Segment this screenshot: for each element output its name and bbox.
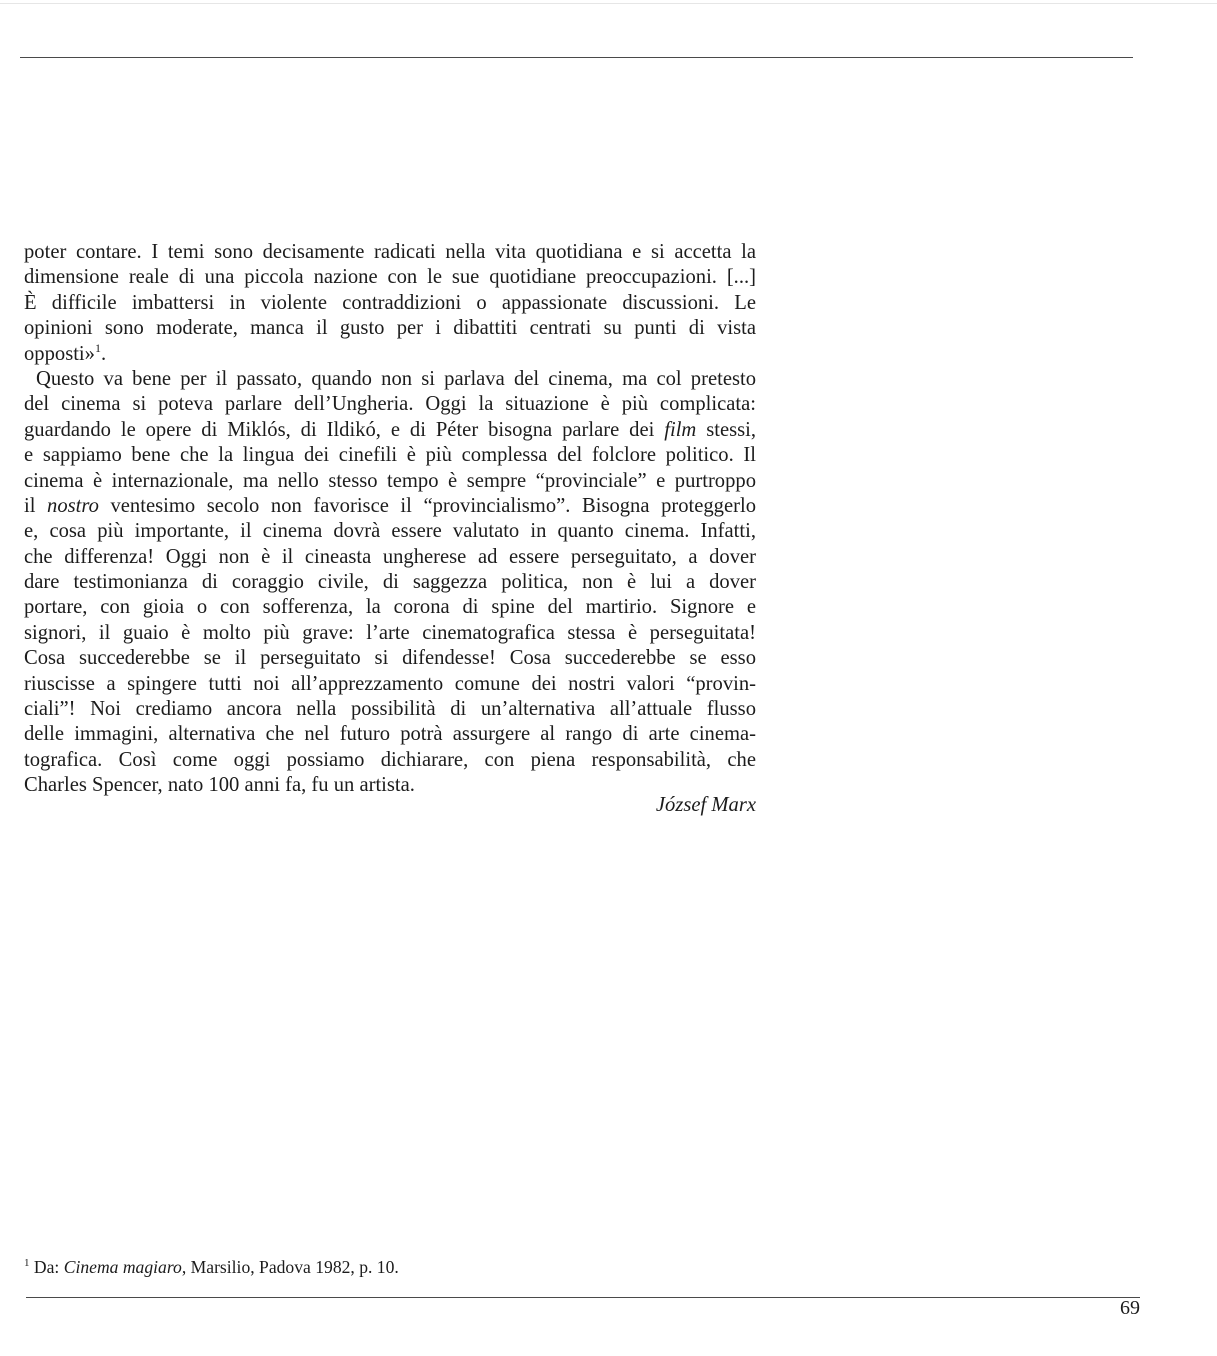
footnote-reference: 1: [94, 340, 101, 355]
text-segment: dare testimonianza di coraggio civile, di saggezza politica, non è lui a dover: [24, 571, 756, 594]
text-segment: e sappiamo bene che la lingua dei cinefili è più complessa del folclore politico. Il: [24, 444, 756, 467]
author-signature: József Marx: [655, 794, 756, 816]
text-segment: Questo va bene per il passato, quando non si parlava del cinema, ma col pretesto: [36, 367, 756, 390]
text-line: [24, 367, 756, 392]
text-segment: dimensione reale di una piccola nazione con le sue quotidiane preoccupazioni. [...]: [24, 266, 756, 289]
text-segment: opinioni sono moderate, manca il gusto per i dibattiti centrati su punti di vista: [24, 317, 756, 340]
text-segment: .: [100, 342, 107, 365]
text-line: [24, 595, 756, 620]
text-line: [24, 672, 756, 697]
text-line: [24, 291, 756, 316]
text-segment: È difficile imbattersi in violente contraddizioni o appassionate discussioni. Le: [24, 291, 756, 314]
footnote-prefix: Da:: [33, 1257, 64, 1277]
text-segment: e, cosa più importante, il cinema dovrà essere valutato in quanto cinema. Infatti,: [24, 520, 756, 543]
text-segment: Cosa succederebbe se il perseguitato si difendesse! Cosa succederebbe se esso: [24, 647, 756, 670]
text-line: [24, 342, 756, 367]
text-segment: del cinema si poteva parlare dell’Ungheria. Oggi la situazione è più complicata:: [24, 393, 756, 416]
text-line: [24, 697, 756, 722]
text-segment: ventesimo secolo non favorisce il “provincialismo”. Bisogna proteggerlo: [98, 494, 756, 517]
text-line: [24, 392, 756, 417]
text-line: [24, 265, 756, 290]
text-segment: ciali”! Noi crediamo ancora nella possibilità di un’alternativa all’attuale flusso: [24, 698, 756, 721]
text-line: [24, 316, 756, 341]
text-line: [24, 570, 756, 595]
footnote-title: Cinema magiaro: [63, 1257, 182, 1277]
text-line: [24, 494, 756, 519]
text-line: [24, 748, 756, 773]
text-segment: poter contare. I temi sono decisamente radicati nella vita quotidiana e si accetta la: [24, 241, 756, 263]
text-segment: portare, con gioia o con sofferenza, la corona di spine del martirio. Signore e: [24, 596, 756, 619]
text-segment: Charles Spencer, nato 100 anni fa, fu un artista.: [24, 774, 415, 797]
body-text: [24, 240, 756, 799]
text-line: [24, 646, 756, 671]
text-line: [24, 240, 756, 265]
text-segment: delle immagini, alternativa che nel futuro potrà assurgere al rango di arte cinema-: [24, 723, 756, 746]
text-line: [24, 469, 756, 494]
text-segment: stessi,: [696, 418, 756, 441]
text-line: [24, 443, 756, 468]
text-segment: cinema è internazionale, ma nello stesso tempo è sempre “provinciale” e purtroppo: [24, 469, 756, 492]
page-number: 69: [1120, 1297, 1140, 1319]
text-segment: tografica. Così come oggi possiamo dichiarare, con piena responsabilità, che: [24, 748, 756, 771]
footnote-mark: 1: [24, 1257, 30, 1269]
text-segment: guardando le opere di Miklós, di Ildikó, e di Péter bisogna parlare dei: [24, 418, 665, 441]
header-rule: [20, 57, 1133, 58]
text-segment: signori, il guaio è molto più grave: l’arte cinematografica stessa è perseguitata!: [24, 621, 756, 644]
footer-rule: [26, 1297, 1140, 1298]
text-segment: che differenza! Oggi non è il cineasta ungherese ad essere perseguitato, a dover: [24, 545, 756, 568]
text-line: [24, 722, 756, 747]
footnote-rest: , Marsilio, Padova 1982, p. 10.: [181, 1257, 399, 1277]
scan-edge: [0, 3, 1217, 4]
text-line: [24, 545, 756, 570]
text-line: [24, 418, 756, 443]
emphasis: nostro: [47, 494, 99, 517]
emphasis: film: [664, 418, 697, 441]
footnote: [24, 1256, 724, 1278]
text-segment: riuscisse a spingere tutti noi all’apprezzamento comune dei nostri valori “provin-: [24, 672, 756, 695]
text-segment: il: [24, 494, 48, 517]
text-line: [24, 519, 756, 544]
text-segment: opposti»: [24, 342, 95, 365]
text-line: [24, 621, 756, 646]
